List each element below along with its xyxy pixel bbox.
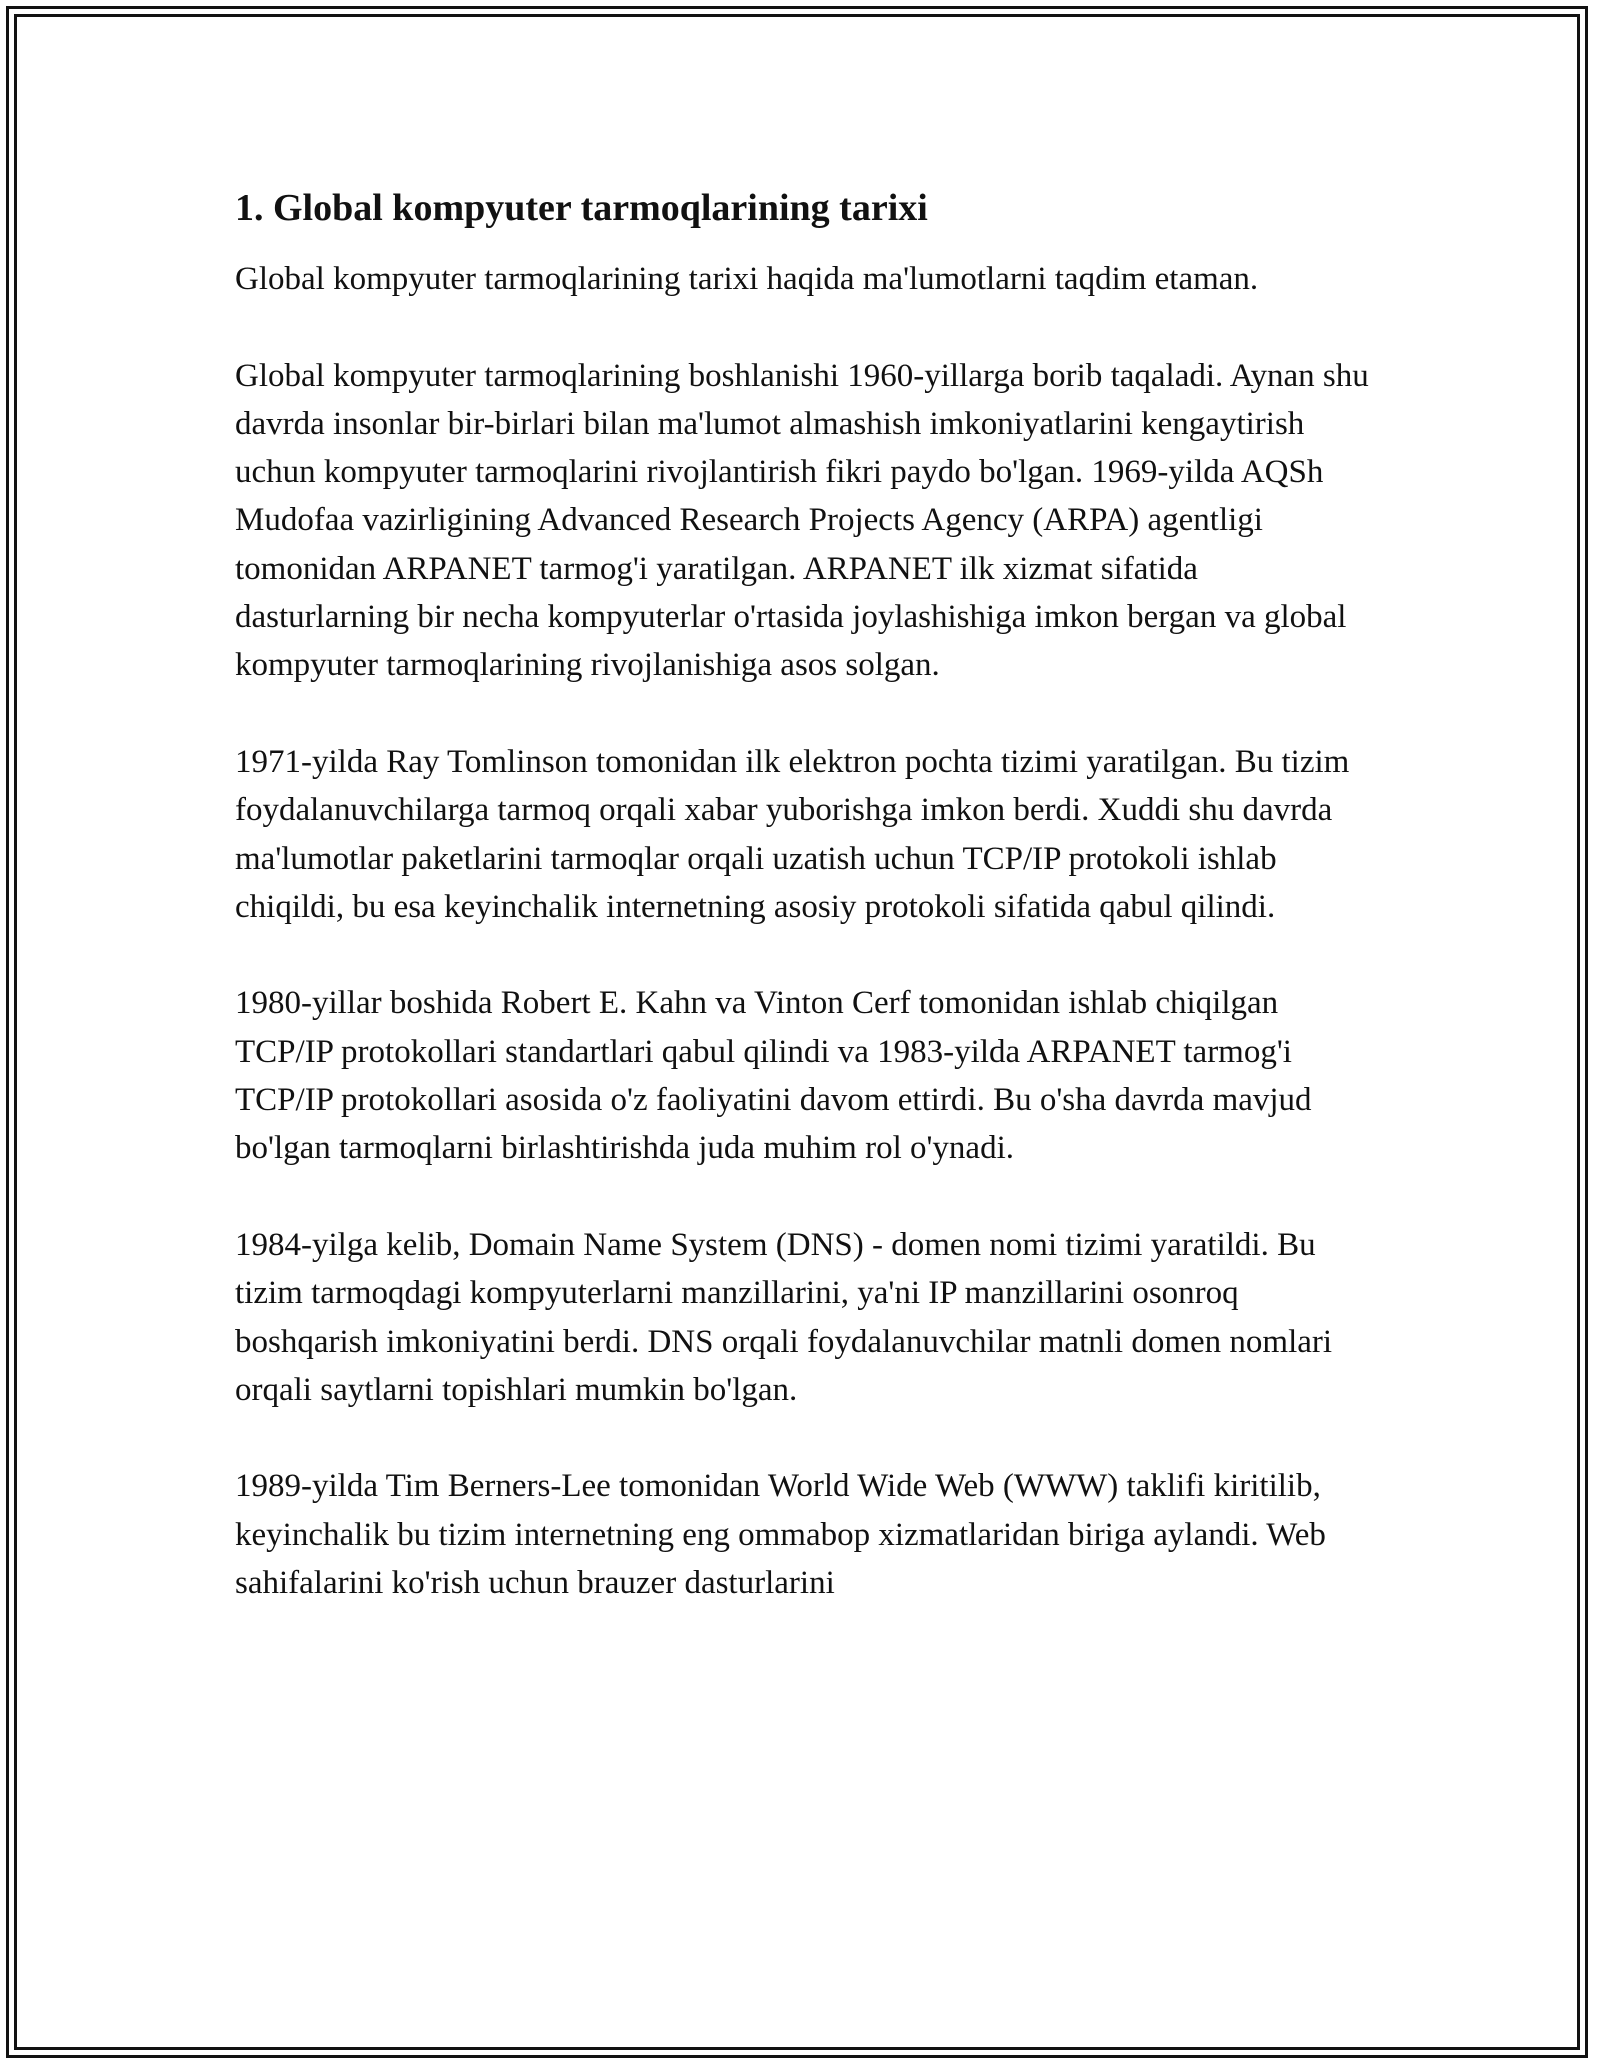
section-heading: 1. Global kompyuter tarmoqlarining tarixi xyxy=(235,187,928,229)
document-body xyxy=(235,185,1380,1656)
paragraph-1989: 1989-yilda Tim Berners-Lee tomonidan World Wide Web (WWW) taklifi kiritilib, keyinchalik bu tizim internetning eng ommabop xizmatlaridan biriga aylandi. Web sahifalarini ko'rish uchun brauzer dasturlarini xyxy=(235,1468,1326,1602)
paragraph-1960s: Global kompyuter tarmoqlarining boshlanishi 1960-yillarga borib taqaladi. Aynan shu davrda insonlar bir-birlari bilan ma'lumot almashish imkoniyatlarini kengaytirish uchun kompyuter tarmoqlarini rivojlantirish fikri paydo bo'lgan. 1969-yilda AQSh Mudofaa vazirligining Advanced Research Projects Agency (ARPA) agentligi tomonidan ARPANET tarmog'i yaratilgan. ARPANET ilk xizmat sifatida dasturlarning bir necha kompyuterlar o'rtasida joylashishiga imkon bergan va global kompyuter tarmoqlarining rivojlanishiga asos solgan. xyxy=(235,357,1369,684)
paragraph-intro: Global kompyuter tarmoqlarining tarixi haqida ma'lumotlarni taqdim etaman. xyxy=(235,261,1259,297)
paragraph-1984: 1984-yilga kelib, Domain Name System (DNS) - domen nomi tizimi yaratildi. Bu tizim tarmoqdagi kompyuterlarni manzillarini, ya'ni IP manzillarini osonroq boshqarish imkoniyatini berdi. DNS orqali foydalanuvchilar matnli domen nomlari orqali saytlarni topishlari mumkin bo'lgan. xyxy=(235,1226,1333,1408)
paragraph-1980s: 1980-yillar boshida Robert E. Kahn va Vinton Cerf tomonidan ishlab chiqilgan TCP/IP protokollari standartlari qabul qilindi va 1983-yilda ARPANET tarmog'i TCP/IP protokollari asosida o'z faoliyatini davom ettirdi. Bu o'sha davrda mavjud bo'lgan tarmoqlarni birlashtirishda juda muhim rol o'ynadi. xyxy=(235,985,1312,1167)
paragraph-1971: 1971-yilda Ray Tomlinson tomonidan ilk elektron pochta tizimi yaratilgan. Bu tizim foydalanuvchilarga tarmoq orqali xabar yuborishga imkon berdi. Xuddi shu davrda ma'lumotlar paketlarini tarmoqlar orqali uzatish uchun TCP/IP protokoli ishlab chiqildi, bu esa keyinchalik internetning asosiy protokoli sifatida qabul qilindi. xyxy=(235,743,1350,925)
